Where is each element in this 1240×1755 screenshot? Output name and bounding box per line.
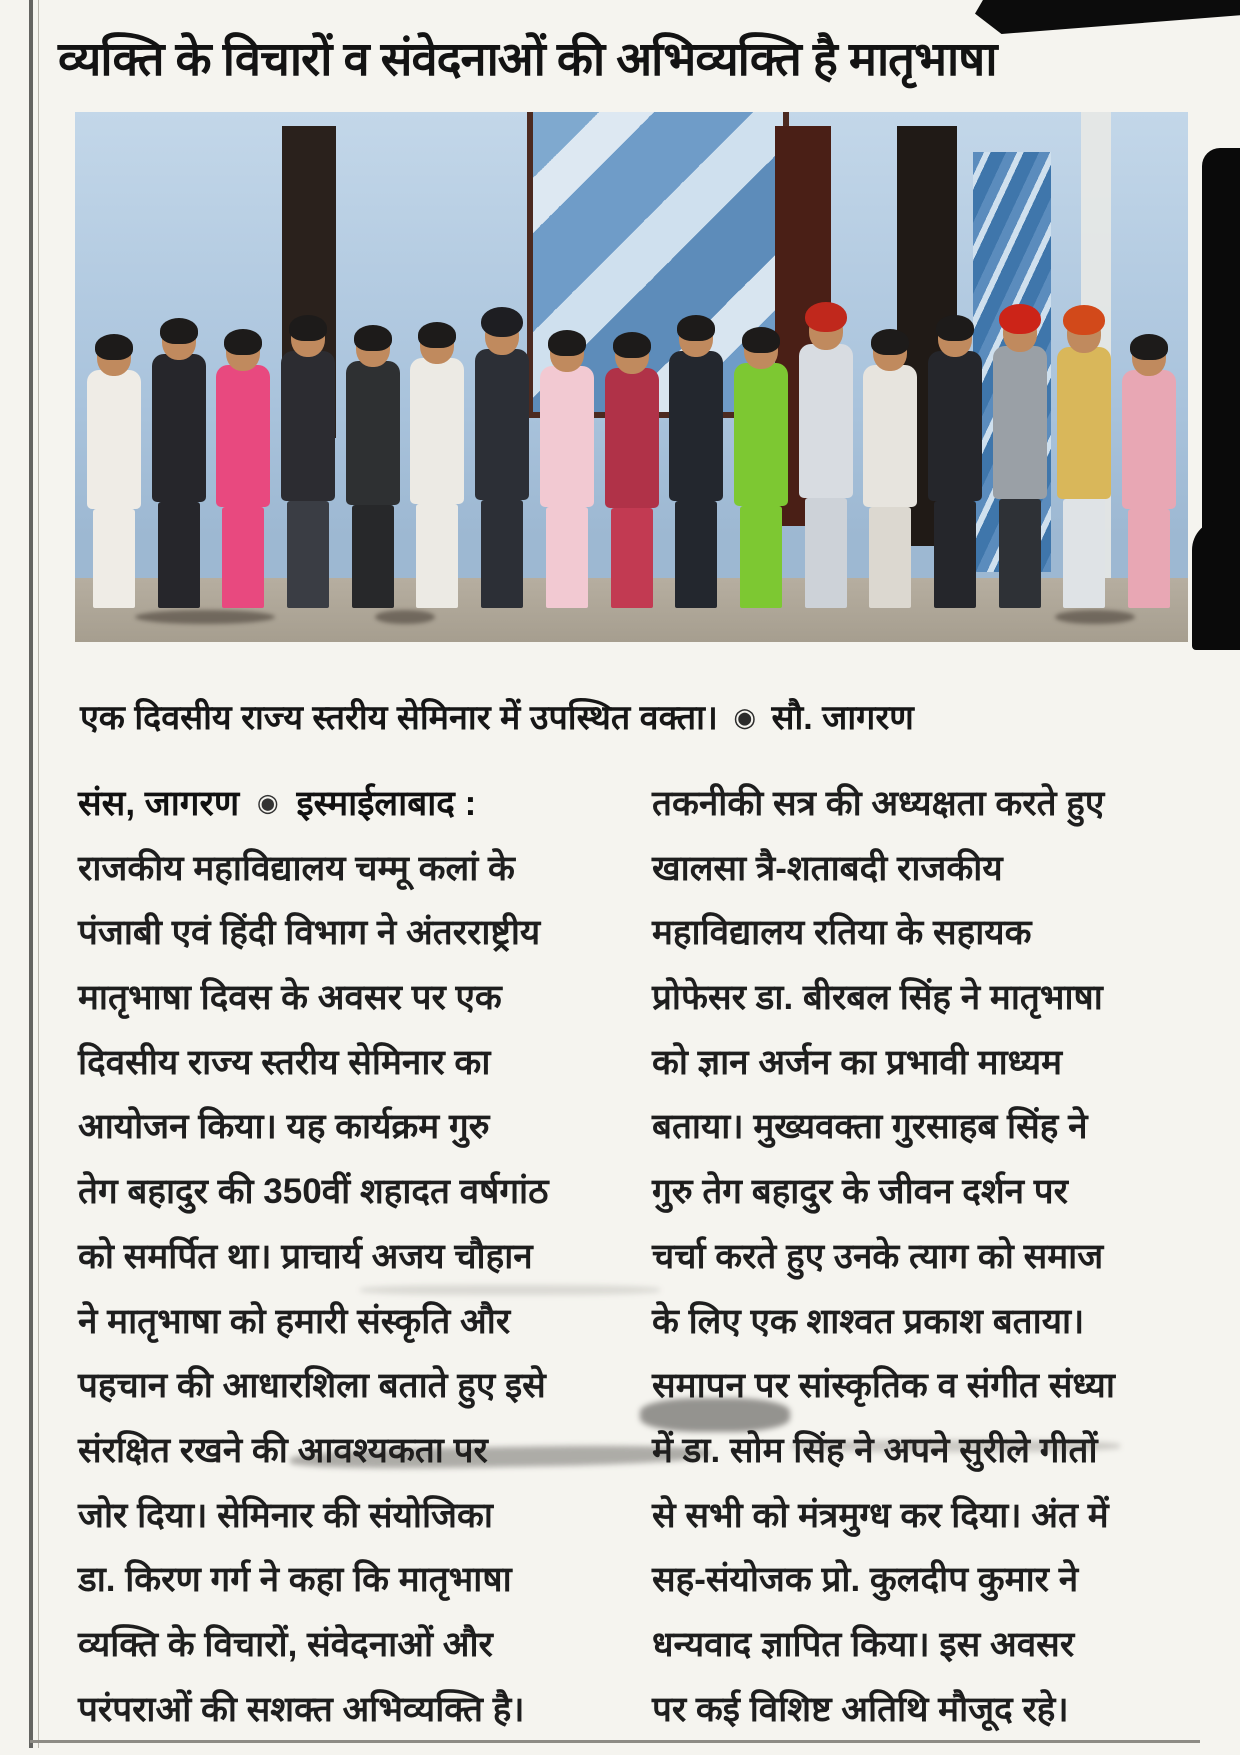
person-figure [277, 319, 339, 608]
body-text-line: आयोजन किया। यह कार्यक्रम गुरु [78, 1107, 490, 1147]
ink-smudge [360, 1285, 660, 1295]
person-figure [859, 333, 921, 608]
body-text-line: चर्चा करते हुए उनके त्याग को समाज [652, 1236, 1104, 1276]
body-text-line: गुरु तेग बहादुर के जीवन दर्शन पर [652, 1172, 1068, 1212]
person-figure [1053, 315, 1115, 608]
hair [548, 330, 586, 356]
ink-smudge [640, 1398, 790, 1432]
scan-shadow-right-lower [1192, 520, 1240, 650]
body-text-line: में डा. सोम सिंह ने अपने सुरीले गीतों [652, 1430, 1098, 1470]
body-text-line: धन्यवाद ज्ञापित किया। इस अवसर [652, 1624, 1075, 1664]
person-figure [342, 329, 404, 608]
person-figure [989, 314, 1051, 608]
hair [1130, 334, 1168, 360]
photo-floor-mark [375, 610, 435, 624]
photo-caption [80, 693, 1190, 739]
body-text-line: संरक्षित रखने की आवश्यकता पर [78, 1430, 488, 1470]
body-text-line: परंपराओं की सशक्त अभिव्यक्ति है। [78, 1689, 525, 1729]
ink-smudge [790, 1440, 1120, 1452]
article-body-right [652, 772, 1212, 1742]
hair [354, 325, 392, 351]
dateline-location: इस्माईलाबाद [296, 784, 455, 823]
person-figure [406, 326, 468, 608]
article-column-left [78, 772, 638, 1742]
scan-shadow-right [1202, 148, 1240, 548]
body-text-line: तेग बहादुर की 350वीं शहादत वर्षगांठ [78, 1172, 549, 1212]
body-text-line: डा. किरण गर्ग ने कहा कि मातृभाषा [78, 1560, 512, 1600]
person-figure [471, 317, 533, 608]
photo-caption-credit: सौ. जागरण [771, 699, 914, 737]
person-figure [601, 336, 663, 608]
body-text-line: खालसा त्रै-शताबदी राजकीय [652, 848, 1003, 888]
article-dateline [78, 772, 638, 837]
body-text-line: पंजाबी एवं हिंदी विभाग ने अंतरराष्ट्रीय [78, 913, 541, 953]
hair [95, 334, 133, 360]
hair [418, 322, 456, 348]
photo-people-row [83, 228, 1180, 608]
hair [224, 329, 262, 355]
article-column-right [652, 772, 1212, 1742]
person-figure [665, 319, 727, 608]
body-text-line: ने मातृभाषा को हमारी संस्कृति और [78, 1301, 511, 1341]
person-figure [1118, 338, 1180, 608]
body-text-line: व्यक्ति के विचारों, संवेदनाओं और [78, 1624, 493, 1664]
dateline-separator: : [464, 784, 477, 823]
photo-floor-mark [1055, 610, 1135, 624]
photo-caption-text: एक दिवसीय राज्य स्तरीय सेमिनार में उपस्थित वक्ता। [80, 699, 718, 737]
seminar-group-photo [75, 112, 1188, 642]
body-text-line: सह-संयोजक प्रो. कुलदीप कुमार ने [652, 1560, 1079, 1600]
person-figure [148, 322, 210, 608]
body-text-line: को ज्ञान अर्जन का प्रभावी माध्यम [652, 1042, 1063, 1082]
hair [677, 315, 715, 341]
body-text-line: पहचान की आधारशिला बताते हुए इसे [78, 1366, 546, 1406]
person-figure [83, 338, 145, 608]
turban [1063, 305, 1105, 335]
person-figure [212, 333, 274, 608]
hair [289, 315, 327, 341]
caption-bullet-icon: ◉ [733, 702, 757, 732]
person-figure [536, 334, 598, 608]
hair [871, 329, 909, 355]
article-headline: व्यक्ति के विचारों व संवेदनाओं की अभिव्यक्ति है मातृभाषा [58, 32, 997, 85]
body-text-line: पर कई विशिष्ट अतिथि मौजूद रहे। [652, 1689, 1069, 1729]
photo-floor-mark [135, 610, 275, 624]
body-text-line: के लिए एक शाश्वत प्रकाश बताया। [652, 1301, 1085, 1341]
turban [481, 307, 523, 337]
body-text-line: तकनीकी सत्र की अध्यक्षता करते हुए [652, 784, 1105, 823]
turban [999, 304, 1041, 334]
body-text-line: बताया। मुख्यवक्ता गुरसाहब सिंह ने [652, 1107, 1088, 1147]
dateline-agency: संस, जागरण [78, 784, 240, 823]
person-figure [730, 331, 792, 608]
body-text-line: से सभी को मंत्रमुग्ध कर दिया। अंत में [652, 1495, 1109, 1535]
dateline-bullet-icon: ◉ [256, 789, 279, 817]
body-text-line: को समर्पित था। प्राचार्य अजय चौहान [78, 1236, 533, 1276]
body-text-line: जोर दिया। सेमिनार की संयोजिका [78, 1495, 493, 1535]
scan-edge-left-line [29, 0, 33, 1748]
person-figure [795, 312, 857, 608]
hair [160, 318, 198, 344]
body-text-line: समापन पर सांस्कृतिक व संगीत संध्या [652, 1366, 1115, 1406]
body-text-line: मातृभाषा दिवस के अवसर पर एक [78, 978, 502, 1018]
body-text-line: राजकीय महाविद्यालय चम्मू कलां के [78, 848, 515, 888]
person-figure [924, 319, 986, 608]
hair [742, 327, 780, 353]
scan-edge-left-line-2 [38, 0, 39, 1748]
hair [936, 315, 974, 341]
hair [613, 332, 651, 358]
body-text-line: महाविद्यालय रतिया के सहायक [652, 913, 1032, 953]
body-text-line: प्रोफेसर डा. बीरबल सिंह ने मातृभाषा [652, 978, 1103, 1018]
body-text-line: दिवसीय राज्य स्तरीय सेमिनार का [78, 1042, 491, 1082]
turban [805, 302, 847, 332]
